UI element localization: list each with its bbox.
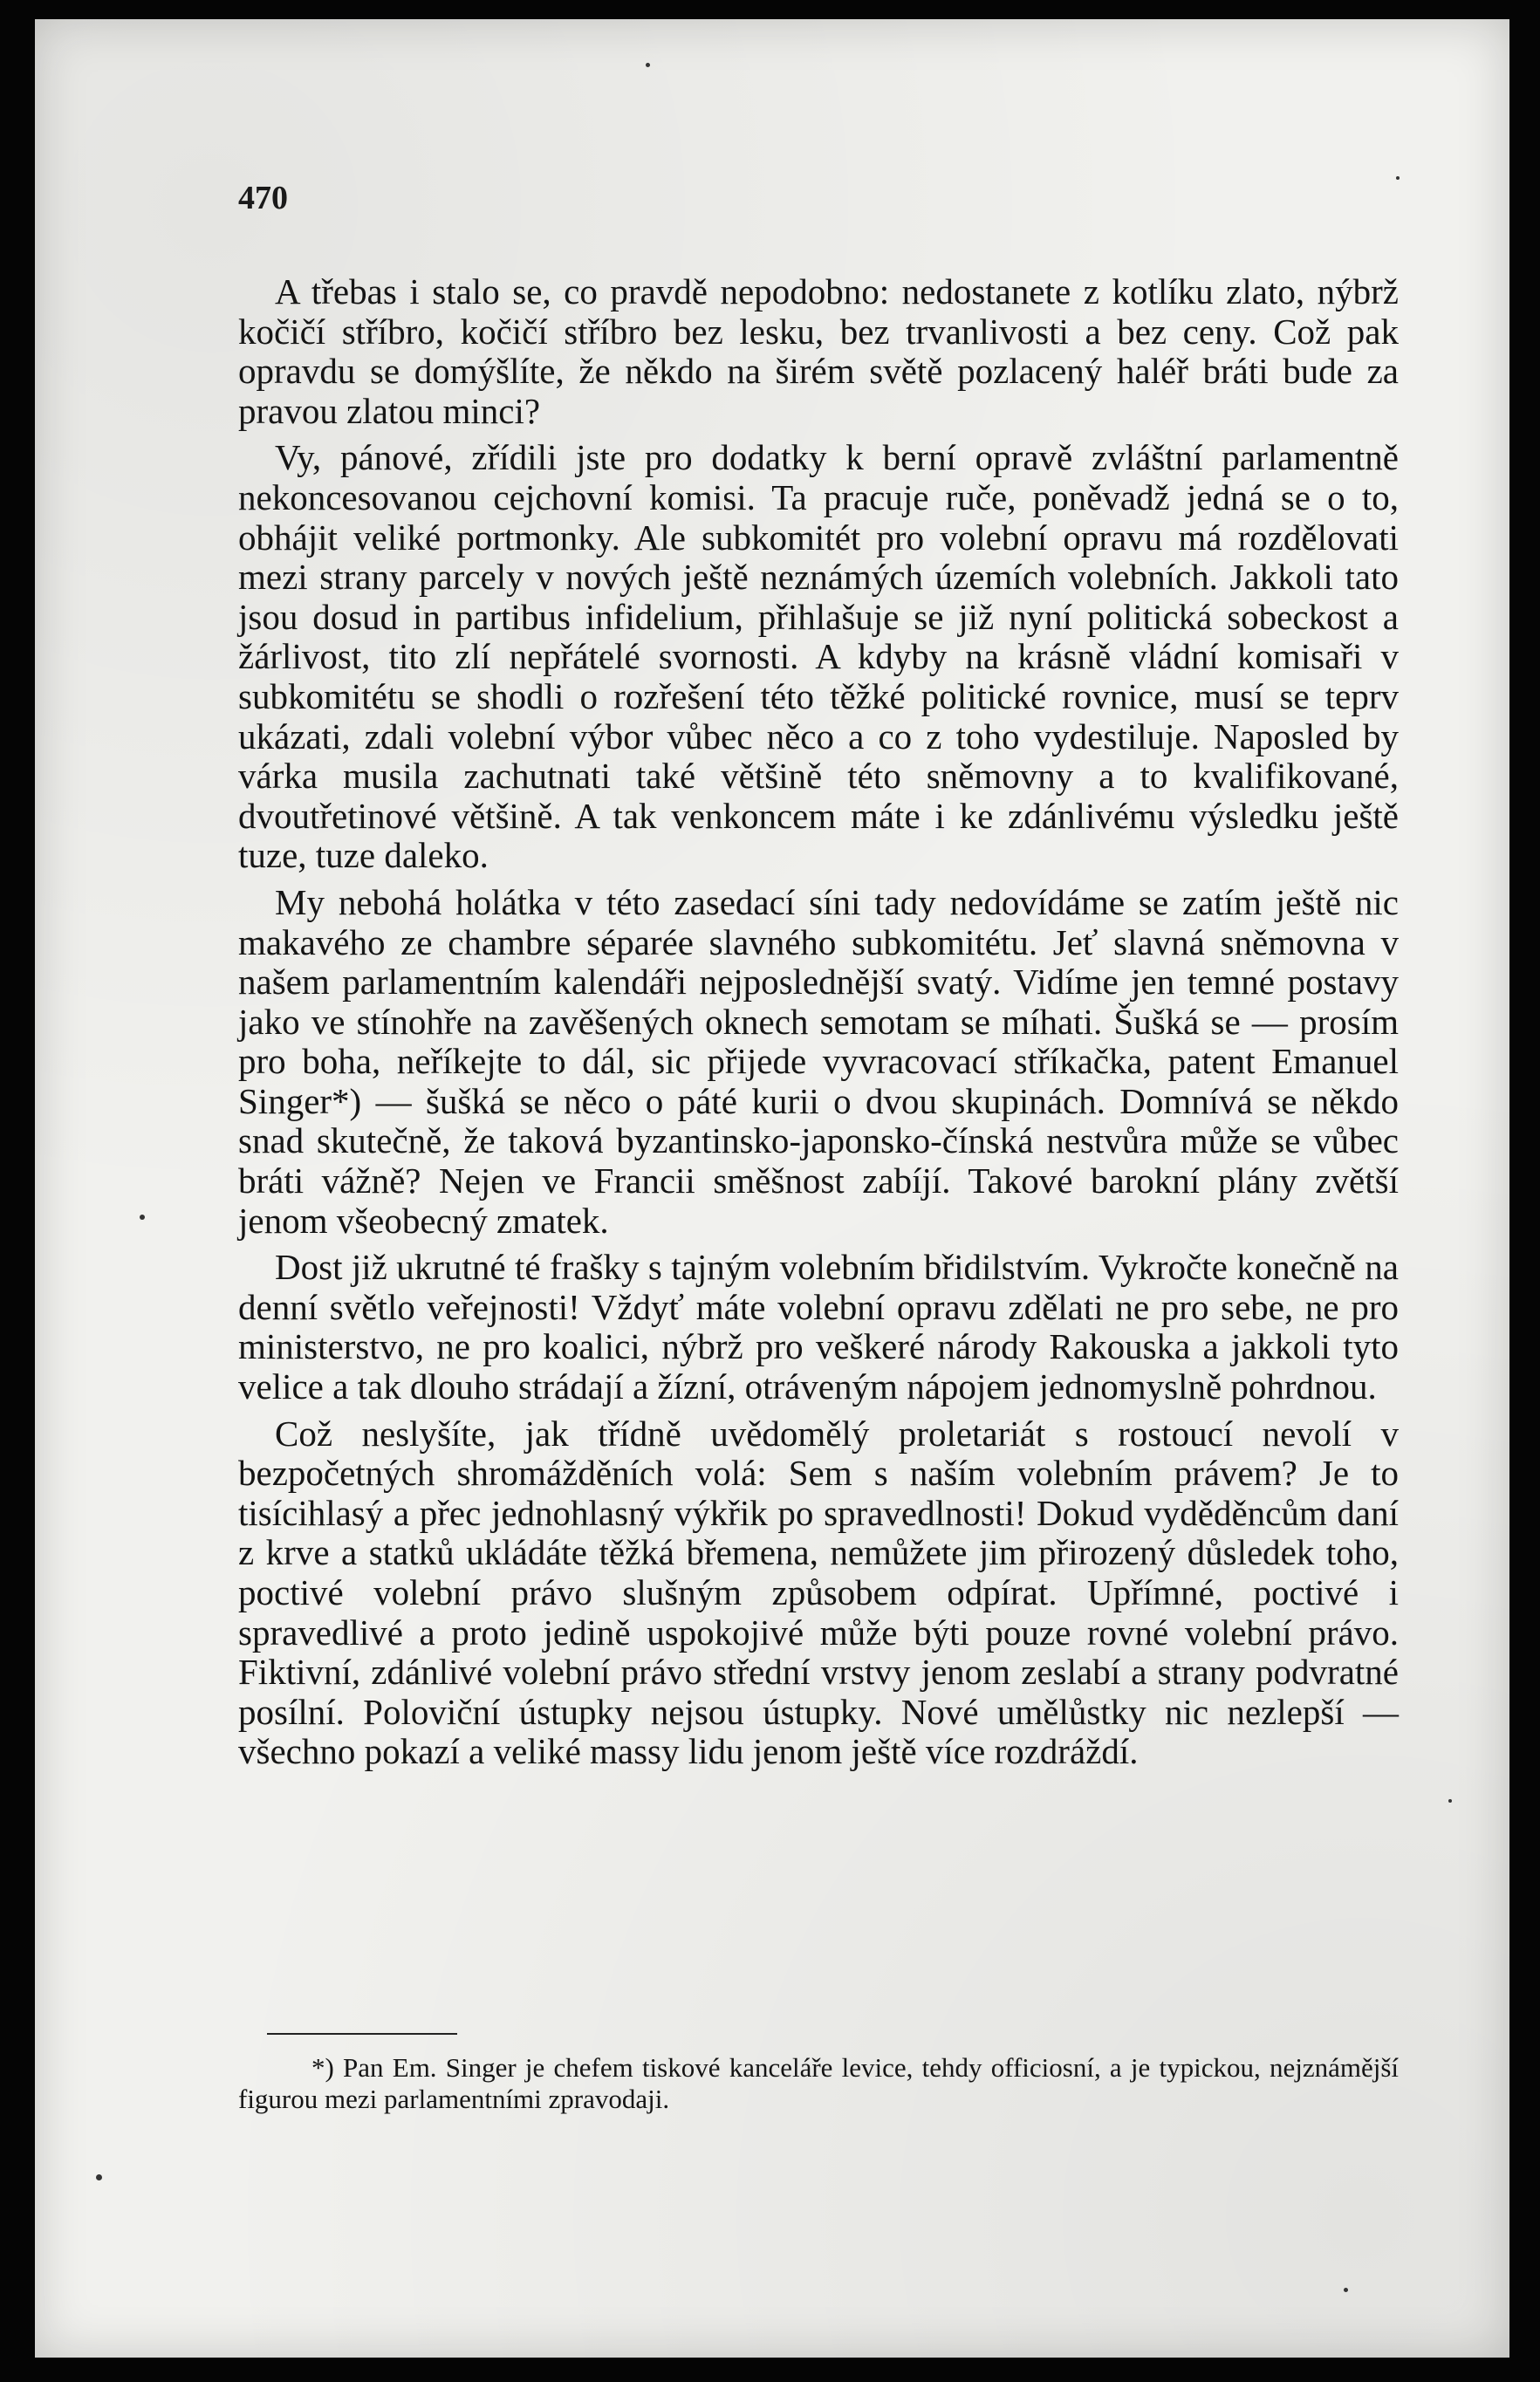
ink-speck [1396,176,1400,180]
paragraph: Vy, pánové, zřídili jste pro dodatky k berní opravě zvláštní parlamentně nekoncesovanou cejchovní komisi. Ta pracuje ruče, poněvadž jedná se o to, obhájit veliké portmonky. Ale subkomitét pro volební opravu má rozdělovati mezi strany parcely v nových ještě neznámých územích volebních. Jakkoli tato jsou dosud in partibus infidelium, přihlašuje se již nyní politická sobeckost a žárlivost, tito zlí nepřátelé svornosti. A kdyby na krásně vládní komisaři v subkomitétu se shodli o rozřešení této těžké politické rovnice, musí se teprv ukázati, zdali volební výbor vůbec něco a co z toho vydestiluje. Naposled by várka musila zachutnati také většině této sněmovny a to kvalifikované, dvoutřetinové většině. A tak venkoncem máte i ke zdánlivému výsledku ještě tuze, tuze daleko. [238,437,1399,876]
paragraph: A třebas i stalo se, co pravdě nepodobno: nedostanete z kotlíku zlato, nýbrž kočičí stříbro, kočičí stříbro bez lesku, bez trvanlivosti a bez ceny. Což pak opravdu se domýšlíte, že někdo na širém světě pozlacený haléř bráti bude za pravou zlatou minci? [238,271,1399,431]
page-number: 470 [238,180,288,216]
main-text [238,272,1399,1779]
ink-speck [646,63,650,67]
ink-speck [1344,2288,1348,2292]
ink-speck [96,2174,102,2180]
ink-speck [140,1215,145,1220]
paragraph: My nebohá holátka v této zasedací síni tady nedovídáme se zatím ještě nic makavého ze chambre séparée slavného subkomitétu. Jeť slavná sněmovna v našem parlamentním kalendáři nejposlednější svatý. Vidíme jen temné postavy jako ve stínohře na zavěšených oknech semotam se míhati. Šušká se — prosím pro boha, neříkejte to dál, sic přijede vyvracovací stříkačka, patent Emanuel Singer*) — šušká se něco o páté kurii o dvou skupinách. Domnívá se někdo snad skutečně, že taková byzantinsko-japonsko-čínská nestvůra může se vůbec bráti vážně? Nejen ve Francii směšnost zabíjí. Takové barokní plány zvětší jenom všeobecný zmatek. [238,881,1399,1241]
ink-speck [1448,1799,1452,1803]
footnote-separator [267,2033,457,2035]
paragraph: Což neslyšíte, jak třídně uvědomělý proletariát s rostoucí nevolí v bezpočetných shromážděních volá: Sem s naším volebním právem? Je to tisícihlasý a přec jednohlasný výkřik po spravedlnosti! Dokud vyděděncům daní z krve a statků ukládáte těžká břemena, nemůžete jim přirozený důsledek toho, poctivé volební právo slušným způsobem odpírat. Upřímné, poctivé i spravedlivé a proto jedině uspokojivé může býti pouze rovné volební právo. Fiktivní, zdánlivé volební právo střední vrstvy jenom zeslabí a strany podvratné posílní. Poloviční ústupky nejsou ústupky. Nové umělůstky nic nezlepší — všechno pokazí a veliké massy lidu jenom ještě více rozdráždí. [238,1413,1399,1772]
paragraph: Dost již ukrutné té frašky s tajným volebním břidilstvím. Vykročte konečně na denní světlo veřejnosti! Vždyť máte volební opravu zdělati ne pro sebe, ne pro ministerstvo, ne pro koalici, nýbrž pro veškeré národy Rakouska a jakkoli tyto velice a tak dlouho strádají a žízní, otráveným nápojem jednomyslně pohrdnou. [238,1247,1399,1407]
footnote: *) Pan Em. Singer je chefem tiskové kanceláře levice, tehdy officiosní, a je typickou, nejznámější figurou mezi parlamentními zpravodaji. [238,2052,1399,2114]
